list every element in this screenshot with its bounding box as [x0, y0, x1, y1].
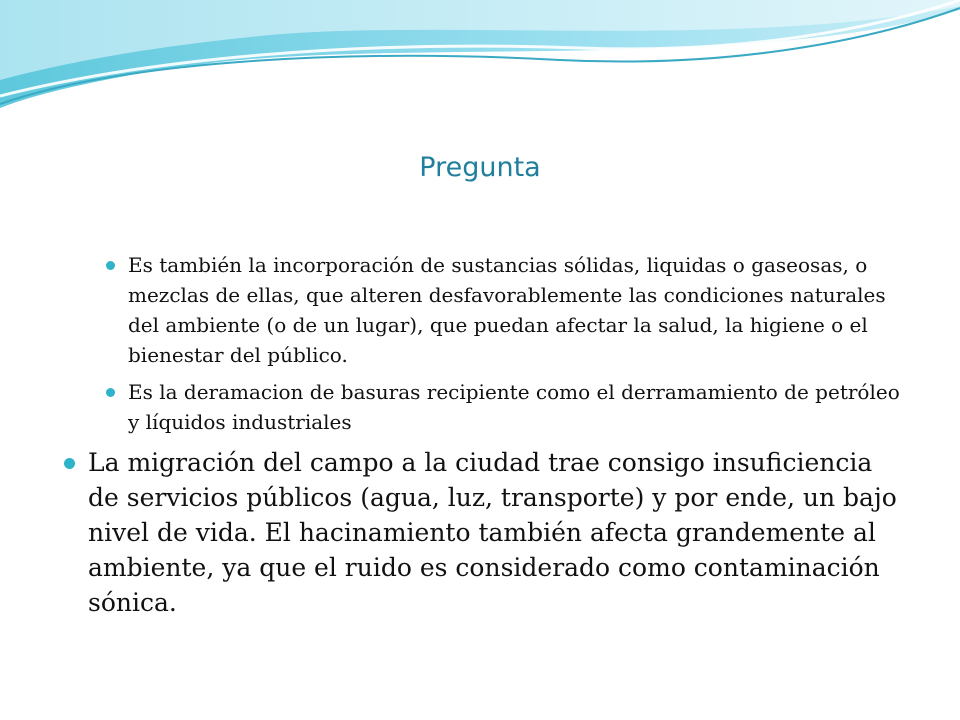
main-bullet-text: La migración del campo a la ciudad trae consigo insuficiencia de servicios públicos (agua, luz, transporte) y por ende, un bajo nivel de vida. El hacinamiento también afecta grandemente al ambiente, ya que el ruido es considerado como contaminación sónica. — [88, 448, 897, 617]
bullet-dot-icon — [106, 388, 115, 397]
main-bullet-item — [64, 445, 904, 620]
sub-bullet-list — [106, 250, 904, 437]
sub-bullet-item — [106, 250, 904, 370]
bullet-dot-icon — [64, 458, 75, 469]
sub-bullet-text: Es también la incorporación de sustancias sólidas, liquidas o gaseosas, o mezclas de ellas, que alteren desfavorablemente las condiciones naturales del ambiente (o de un lugar), que puedan afectar la salud, la higiene o el bienestar del público. — [128, 253, 886, 367]
slide-body — [64, 250, 904, 620]
sub-bullet-item — [106, 377, 904, 437]
sub-bullet-text: Es la deramacion de basuras recipiente como el derramamiento de petróleo y líquidos industriales — [128, 380, 900, 434]
slide-title: Pregunta — [419, 152, 541, 183]
main-bullet-list — [64, 445, 904, 620]
header-wave-decoration — [0, 0, 960, 120]
bullet-dot-icon — [106, 261, 115, 270]
